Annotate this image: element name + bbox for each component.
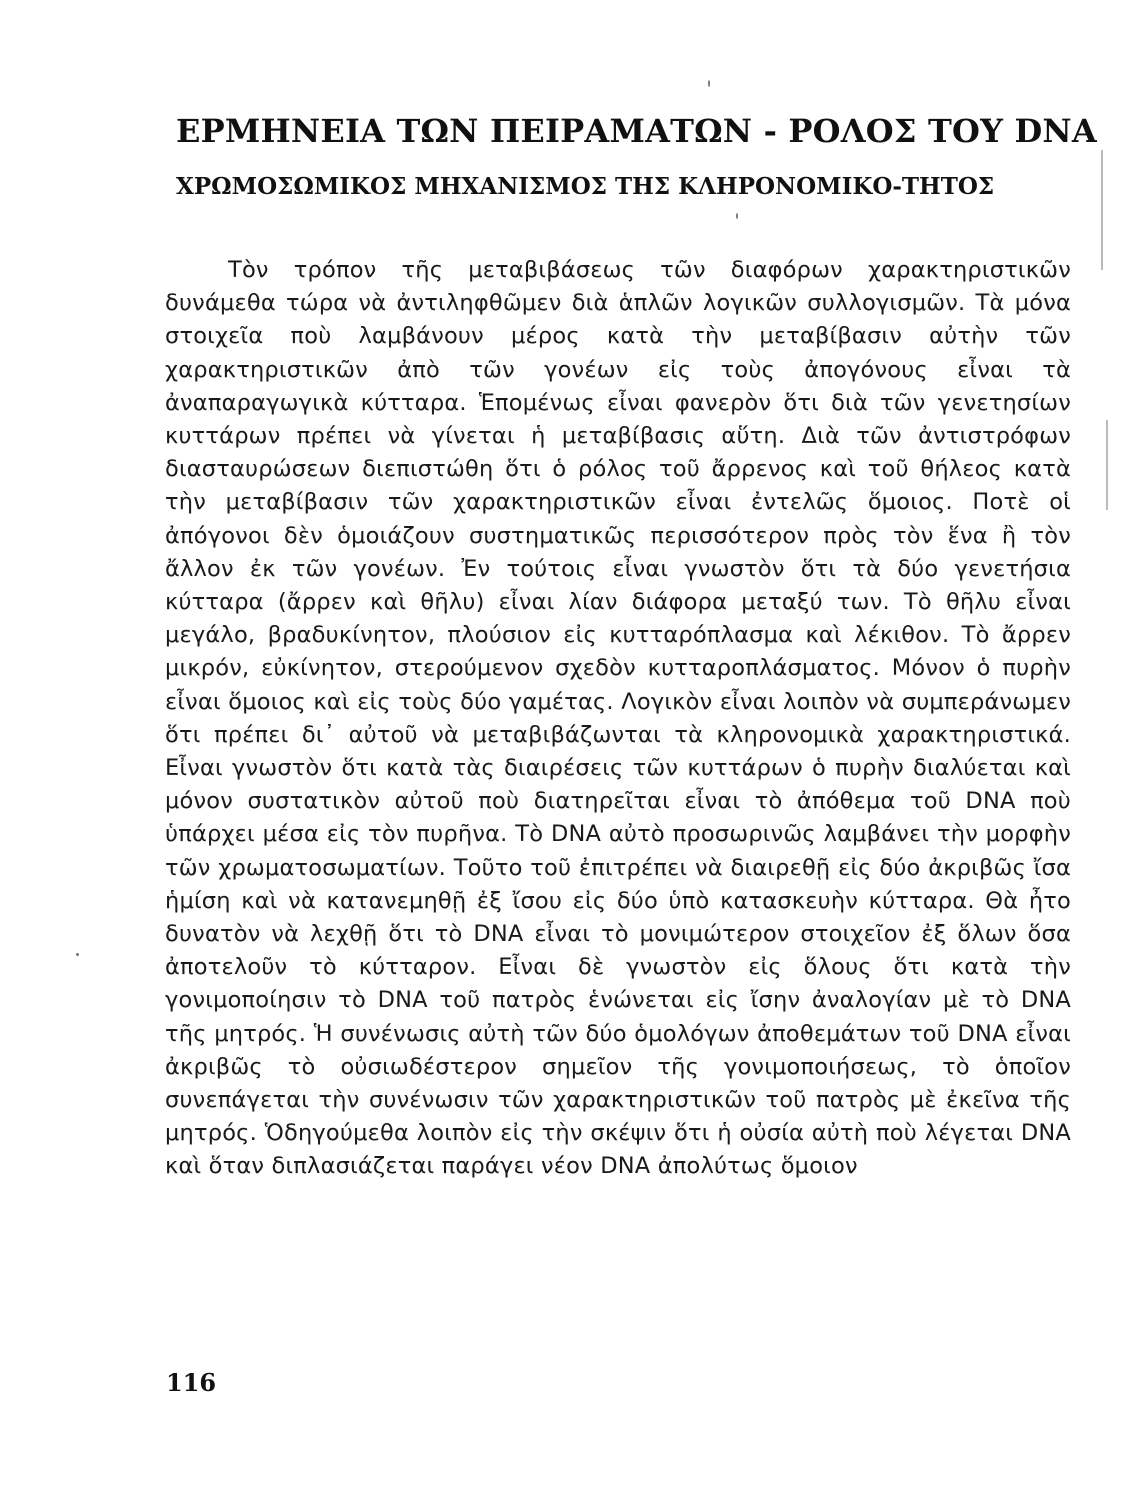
print-speck [736, 213, 738, 219]
body-paragraph: Τὸν τρόπον τῆς μεταβιβάσεως τῶν διαφόρων χαρακτηριστικῶν δυνάμεθα τώρα νὰ ἀντιληφθῶμεν διὰ ἁπλῶν λογικῶν συλλογισμῶν. Τὰ μόνα στοιχεῖα ποὺ λαμβάνουν μέρος κατὰ τὴν μεταβίβασιν αὐτὴν τῶν χαρακτηριστικῶν ἀπὸ τῶν γονέων εἰς τοὺς ἀπογόνους εἶναι τὰ ἀναπαραγωγικὰ κύτταρα. Ἑπομένως εἶναι φανερὸν ὅτι διὰ τῶν γενετησίων κυττάρων πρέπει νὰ γίνεται ἡ μεταβίβασις αὕτη. Διὰ τῶν ἀντιστρόφων διασταυρώσεων διεπιστώθη ὅτι ὁ ρόλος τοῦ ἄρρενος καὶ τοῦ θήλεος κατὰ τὴν μεταβίβασιν τῶν χαρακτηριστικῶν εἶναι ἐντελῶς ὅμοιος. Ποτὲ οἱ ἀπόγονοι δὲν ὁμοιάζουν συστηματικῶς περισσότερον πρὸς τὸν ἕνα ἢ τὸν ἄλλον ἐκ τῶν γονέων. Ἐν τούτοις εἶναι γνωστὸν ὅτι τὰ δύο γενετήσια κύτταρα (ἄρρεν καὶ θῆλυ) εἶναι λίαν διάφορα μεταξύ των. Τὸ θῆλυ εἶναι μεγάλο, βραδυκίνητον, πλούσιον εἰς κυτταρόπλασμα καὶ λέκιθον. Τὸ ἄρρεν μικρόν, εὐκίνητον, στερούμενον σχεδὸν κυτταροπλάσματος. Μόνον ὁ πυρὴν εἶναι ὅμοιος καὶ εἰς τοὺς δύο γαμέτας. Λογικὸν εἶναι λοιπὸν νὰ συμπεράνωμεν ὅτι πρέπει δι᾽ αὐτοῦ νὰ μεταβιβάζωνται τὰ κληρονομικὰ χαρακτηριστικά. Εἶναι γνωστὸν ὅτι κατὰ τὰς διαιρέσεις τῶν κυττάρων ὁ πυρὴν διαλύεται καὶ μόνον συστατικὸν αὐτοῦ ποὺ διατηρεῖται εἶναι τὸ ἀπόθεμα τοῦ DNA ποὺ ὑπάρχει μέσα εἰς τὸν πυρῆνα. Τὸ DNA αὐτὸ προσωρινῶς λαμβάνει τὴν μορφὴν τῶν χρωματοσωματίων. Τοῦτο τοῦ ἐπιτρέπει νὰ διαιρεθῇ εἰς δύο ἀκριβῶς ἴσα ἡμίση καὶ νὰ κατανεμηθῇ ἐξ ἴσου εἰς δύο ὑπὸ κατασκευὴν κύτταρα. Θὰ ἦτο δυνατὸν νὰ λεχθῇ ὅτι τὸ DNA εἶναι τὸ μονιμώτερον στοιχεῖον ἐξ ὅλων ὅσα ἀποτελοῦν τὸ κύτταρον. Εἶναι δὲ γνωστὸν εἰς ὅλους ὅτι κατὰ τὴν γονιμοποίησιν τὸ DNA τοῦ πατρὸς ἑνώνεται εἰς ἴσην ἀναλογίαν μὲ τὸ DNA τῆς μητρός. Ἡ συνένωσις αὐτὴ τῶν δύο ὁμολόγων ἀποθεμάτων τοῦ DNA εἶναι ἀκριβῶς τὸ οὐσιωδέστερον σημεῖον τῆς γονιμοποιήσεως, τὸ ὁποῖον συνεπάγεται τὴν συνένωσιν τῶν χαρακτηριστικῶν τοῦ πατρὸς μὲ ἐκεῖνα τῆς μητρός. Ὁδηγούμεθα λοιπὸν εἰς τὴν σκέψιν ὅτι ἡ οὐσία αὐτὴ ποὺ λέγεται DNA καὶ ὅταν διπλασιάζεται παράγει νέον DNA ἀπολύτως ὅμοιον [165, 257, 1071, 1180]
print-speck [708, 80, 710, 87]
margin-mark [1106, 420, 1108, 510]
page-title: ΕΡΜΗΝΕΙΑ ΤΩΝ ΠΕΙΡΑΜΑΤΩΝ - ΡΟΛΟΣ ΤΟΥ DNA [176, 112, 1097, 150]
page-number: 116 [166, 1368, 217, 1397]
margin-mark [1101, 150, 1103, 270]
section-subtitle: ΧΡΩΜΟΣΩΜΙΚΟΣ ΜΗΧΑΝΙΣΜΟΣ ΤΗΣ ΚΛΗΡΟΝΟΜΙΚΟ-ΤΗΤΟΣ [176, 173, 995, 200]
print-speck [76, 953, 79, 956]
